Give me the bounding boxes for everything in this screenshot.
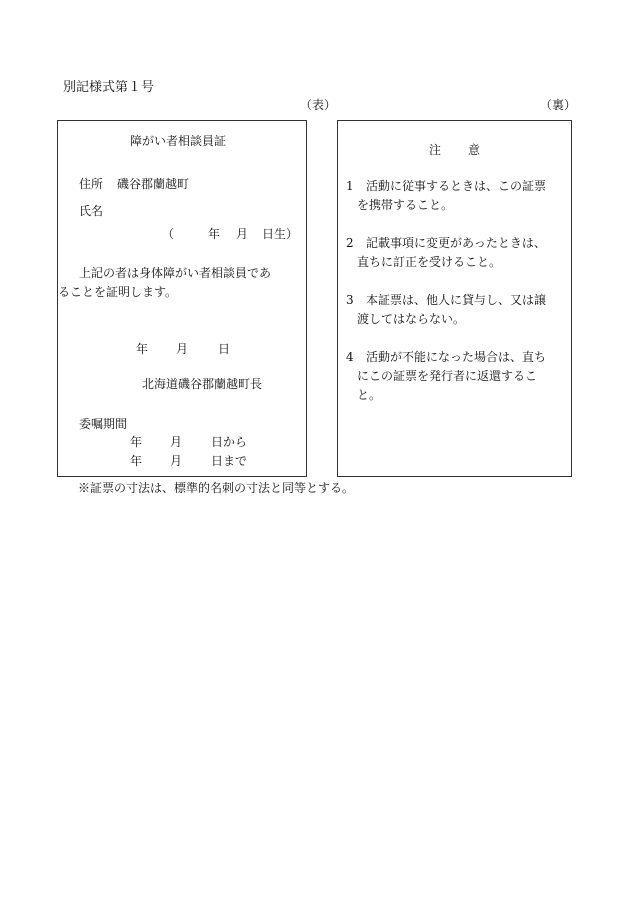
note-line-2: にこの証票を発行者に返還するこ — [357, 369, 538, 383]
term-to-day: 日まで — [211, 454, 248, 468]
note-line-1: 活動が不能になった場合は、直ち — [366, 350, 547, 364]
issue-date-day: 日 — [218, 342, 231, 356]
note-line-1: 活動に従事するときは、この証票 — [366, 179, 547, 193]
notice-title-char-2: 意 — [468, 143, 481, 157]
note-line-3: と。 — [357, 388, 382, 402]
issue-date-month: 月 — [176, 342, 189, 356]
address-value: 磯谷郡蘭越町 — [117, 177, 190, 191]
front-card — [57, 120, 307, 477]
note-item — [346, 236, 570, 269]
birth-month: 月 — [236, 227, 249, 241]
footnote: ※証票の寸法は、標準的名刺の寸法と同等とする。 — [78, 481, 355, 495]
term-from-day: 日から — [211, 435, 248, 449]
term-from-month: 月 — [170, 435, 183, 449]
note-number: 2 — [346, 236, 354, 250]
name-label: 氏名 — [79, 204, 104, 218]
note-number: 1 — [346, 179, 354, 193]
note-number: 3 — [346, 293, 354, 307]
term-label: 委嘱期間 — [79, 417, 128, 431]
back-side-label: （裏） — [540, 98, 577, 112]
issue-date-year: 年 — [136, 342, 149, 356]
note-item — [346, 350, 570, 402]
term-to-year: 年 — [130, 454, 143, 468]
note-line-2: 渡してはならない。 — [357, 312, 466, 326]
form-title: 別記様式第１号 — [63, 80, 155, 95]
notice-title-char-1: 注 — [429, 143, 442, 157]
certification-line-2: ることを証明します。 — [58, 285, 178, 299]
note-line-2: 直ちに訂正を受けること。 — [357, 255, 502, 269]
note-line-2: を携帯すること。 — [357, 198, 454, 212]
note-line-1: 本証票は、他人に貸与し、又は譲 — [366, 293, 547, 307]
term-from-year: 年 — [130, 435, 143, 449]
birth-open-paren: （ — [162, 227, 175, 241]
back-card — [337, 120, 572, 477]
note-number: 4 — [346, 350, 354, 364]
address-label: 住所 — [79, 177, 104, 191]
note-item — [346, 293, 570, 326]
note-line-1: 記載事項に変更があったときは、 — [366, 236, 546, 250]
birth-day: 日生） — [262, 227, 299, 241]
note-item — [346, 179, 570, 212]
front-side-label: （表） — [300, 98, 337, 112]
term-to-month: 月 — [170, 454, 183, 468]
certification-line-1: 上記の者は身体障がい者相談員であ — [79, 266, 272, 280]
issuer-name: 北海道磯谷郡蘭越町長 — [142, 377, 263, 391]
card-title: 障がい者相談員証 — [130, 134, 227, 148]
birth-year: 年 — [208, 227, 221, 241]
